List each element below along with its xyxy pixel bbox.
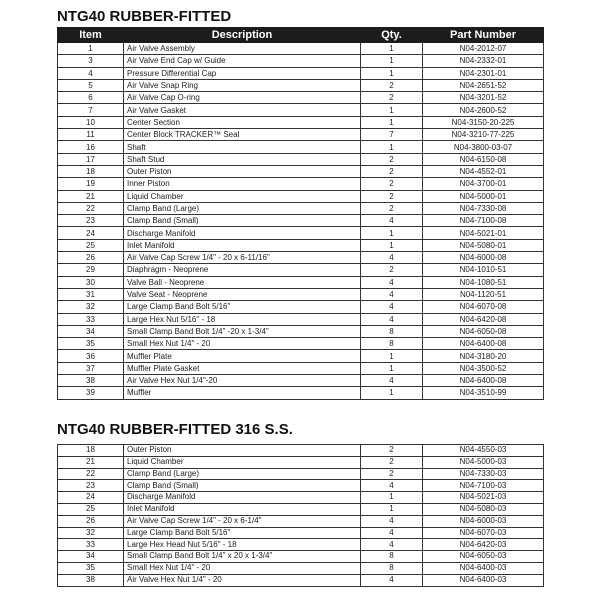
qty-cell: 4 — [361, 480, 423, 492]
item-cell: 18 — [58, 165, 124, 177]
description-cell: Center Section — [124, 116, 361, 128]
part-number-cell: N04-5080-01 — [423, 239, 544, 251]
description-cell: Muffler Plate Gasket — [124, 362, 361, 374]
item-cell: 10 — [58, 116, 124, 128]
table-row — [58, 202, 544, 214]
part-number-cell: N04-3210-77-225 — [423, 129, 544, 141]
description-cell: Air Valve Hex Nut 1/4" - 20 — [124, 574, 361, 586]
parts-table-body — [58, 43, 544, 400]
item-cell: 32 — [58, 527, 124, 539]
item-cell: 29 — [58, 264, 124, 276]
qty-cell: 4 — [361, 276, 423, 288]
table-row — [58, 104, 544, 116]
description-cell: Outer Piston — [124, 445, 361, 457]
description-cell: Clamp Band (Large) — [124, 202, 361, 214]
qty-cell: 4 — [361, 515, 423, 527]
item-cell: 24 — [58, 227, 124, 239]
part-number-cell: N04-3201-52 — [423, 92, 544, 104]
qty-cell: 2 — [361, 456, 423, 468]
table-row — [58, 338, 544, 350]
item-cell: 32 — [58, 301, 124, 313]
qty-cell: 4 — [361, 527, 423, 539]
qty-cell: 1 — [361, 362, 423, 374]
table-row — [58, 492, 544, 504]
qty-cell: 8 — [361, 551, 423, 563]
description-cell: Air Valve Cap O-ring — [124, 92, 361, 104]
part-number-cell: N04-1120-51 — [423, 288, 544, 300]
part-number-cell: N04-6400-08 — [423, 338, 544, 350]
qty-cell: 2 — [361, 153, 423, 165]
qty-cell: 2 — [361, 190, 423, 202]
table-row — [58, 551, 544, 563]
qty-cell: 1 — [361, 67, 423, 79]
table-row — [58, 574, 544, 586]
table-row — [58, 55, 544, 67]
qty-cell: 4 — [361, 215, 423, 227]
table-row — [58, 503, 544, 515]
part-number-cell: N04-5000-01 — [423, 190, 544, 202]
description-cell: Clamp Band (Small) — [124, 215, 361, 227]
table-row — [58, 227, 544, 239]
qty-cell: 8 — [361, 338, 423, 350]
item-cell: 17 — [58, 153, 124, 165]
part-number-cell: N04-4552-01 — [423, 165, 544, 177]
description-cell: Large Clamp Band Bolt 5/16" — [124, 301, 361, 313]
table-row — [58, 456, 544, 468]
part-number-cell: N04-1080-51 — [423, 276, 544, 288]
table-row — [58, 375, 544, 387]
table-row — [58, 350, 544, 362]
part-number-cell: N04-6400-03 — [423, 562, 544, 574]
part-number-cell: N04-3180-20 — [423, 350, 544, 362]
table-row — [58, 141, 544, 153]
description-cell: Large Hex Head Nut 5/16" - 18 — [124, 539, 361, 551]
part-number-cell: N04-1010-51 — [423, 264, 544, 276]
item-cell: 25 — [58, 239, 124, 251]
item-cell: 3 — [58, 55, 124, 67]
qty-cell: 4 — [361, 375, 423, 387]
part-number-cell: N04-7330-08 — [423, 202, 544, 214]
part-number-cell: N04-6050-08 — [423, 325, 544, 337]
part-number-cell: N04-5021-03 — [423, 492, 544, 504]
description-cell: Valve Seat - Neoprene — [124, 288, 361, 300]
part-number-cell: N04-6400-08 — [423, 375, 544, 387]
part-number-cell: N04-7100-08 — [423, 215, 544, 227]
part-number-cell: N04-2012-07 — [423, 43, 544, 55]
part-number-cell: N04-6050-03 — [423, 551, 544, 563]
qty-cell: 1 — [361, 387, 423, 399]
table-row — [58, 43, 544, 55]
qty-cell: 1 — [361, 227, 423, 239]
qty-cell: 8 — [361, 562, 423, 574]
qty-cell: 4 — [361, 574, 423, 586]
qty-cell: 8 — [361, 325, 423, 337]
item-cell: 34 — [58, 325, 124, 337]
part-number-cell: N04-6000-03 — [423, 515, 544, 527]
parts-table-rubber-fitted-316-ss — [57, 444, 544, 587]
table-row — [58, 301, 544, 313]
qty-cell: 4 — [361, 288, 423, 300]
description-cell: Outer Piston — [124, 165, 361, 177]
item-cell: 31 — [58, 288, 124, 300]
parts-table-rubber-fitted — [57, 27, 544, 400]
item-cell: 26 — [58, 515, 124, 527]
qty-cell: 4 — [361, 313, 423, 325]
qty-cell: 1 — [361, 350, 423, 362]
table-row — [58, 252, 544, 264]
item-cell: 16 — [58, 141, 124, 153]
table-row — [58, 362, 544, 374]
description-cell: Liquid Chamber — [124, 190, 361, 202]
item-cell: 4 — [58, 67, 124, 79]
table-row — [58, 480, 544, 492]
description-cell: Liquid Chamber — [124, 456, 361, 468]
description-cell: Air Valve Cap Screw 1/4" - 20 x 6-1/4" — [124, 515, 361, 527]
description-cell: Small Hex Nut 1/4" - 20 — [124, 562, 361, 574]
qty-cell: 1 — [361, 43, 423, 55]
column-header-item: Item — [58, 28, 124, 43]
qty-cell: 7 — [361, 129, 423, 141]
parts-table-body — [58, 445, 544, 587]
part-number-cell: N04-3700-01 — [423, 178, 544, 190]
part-number-cell: N04-2600-52 — [423, 104, 544, 116]
part-number-cell: N04-6420-03 — [423, 539, 544, 551]
table-row — [58, 264, 544, 276]
part-number-cell: N04-4550-03 — [423, 445, 544, 457]
table-row — [58, 92, 544, 104]
table-row — [58, 313, 544, 325]
qty-cell: 4 — [361, 301, 423, 313]
item-cell: 21 — [58, 190, 124, 202]
part-number-cell: N04-3800-03-07 — [423, 141, 544, 153]
column-header-part-number: Part Number — [423, 28, 544, 43]
qty-cell: 2 — [361, 202, 423, 214]
qty-cell: 2 — [361, 178, 423, 190]
part-number-cell: N04-6150-08 — [423, 153, 544, 165]
description-cell: Air Valve Hex Nut 1/4"-20 — [124, 375, 361, 387]
item-cell: 1 — [58, 43, 124, 55]
table-row — [58, 468, 544, 480]
table-row — [58, 325, 544, 337]
table-row — [58, 153, 544, 165]
table-row — [58, 79, 544, 91]
table-row — [58, 178, 544, 190]
qty-cell: 2 — [361, 165, 423, 177]
part-number-cell: N04-7330-03 — [423, 468, 544, 480]
part-number-cell: N04-3510-99 — [423, 387, 544, 399]
section-title-rubber-fitted: NTG40 RUBBER-FITTED — [57, 8, 232, 25]
description-cell: Shaft — [124, 141, 361, 153]
table-row — [58, 288, 544, 300]
description-cell: Valve Ball - Neoprene — [124, 276, 361, 288]
part-number-cell: N04-6420-08 — [423, 313, 544, 325]
section-title-rubber-fitted-316-ss: NTG40 RUBBER-FITTED 316 S.S. — [57, 421, 293, 438]
item-cell: 35 — [58, 338, 124, 350]
table-row — [58, 276, 544, 288]
item-cell: 21 — [58, 456, 124, 468]
description-cell: Center Block TRACKER™ Seal — [124, 129, 361, 141]
description-cell: Clamp Band (Large) — [124, 468, 361, 480]
item-cell: 7 — [58, 104, 124, 116]
part-number-cell: N04-3500-52 — [423, 362, 544, 374]
column-header-description: Description — [124, 28, 361, 43]
description-cell: Discharge Manifold — [124, 227, 361, 239]
item-cell: 19 — [58, 178, 124, 190]
item-cell: 33 — [58, 539, 124, 551]
item-cell: 35 — [58, 562, 124, 574]
item-cell: 38 — [58, 375, 124, 387]
part-number-cell: N04-6400-03 — [423, 574, 544, 586]
item-cell: 39 — [58, 387, 124, 399]
item-cell: 22 — [58, 202, 124, 214]
table-row — [58, 215, 544, 227]
item-cell: 5 — [58, 79, 124, 91]
item-cell: 34 — [58, 551, 124, 563]
description-cell: Air Valve End Cap w/ Guide — [124, 55, 361, 67]
qty-cell: 2 — [361, 79, 423, 91]
part-number-cell: N04-5000-03 — [423, 456, 544, 468]
description-cell: Air Valve Cap Screw 1/4" - 20 x 6-11/16" — [124, 252, 361, 264]
qty-cell: 2 — [361, 468, 423, 480]
table-row — [58, 116, 544, 128]
item-cell: 11 — [58, 129, 124, 141]
description-cell: Air Valve Snap Ring — [124, 79, 361, 91]
description-cell: Muffler — [124, 387, 361, 399]
qty-cell: 1 — [361, 239, 423, 251]
qty-cell: 4 — [361, 252, 423, 264]
qty-cell: 2 — [361, 92, 423, 104]
qty-cell: 4 — [361, 539, 423, 551]
table-header-row — [58, 28, 544, 43]
item-cell: 18 — [58, 445, 124, 457]
item-cell: 6 — [58, 92, 124, 104]
description-cell: Large Clamp Band Bolt 5/16" — [124, 527, 361, 539]
part-number-cell: N04-7100-03 — [423, 480, 544, 492]
description-cell: Pressure Differential Cap — [124, 67, 361, 79]
description-cell: Muffler Plate — [124, 350, 361, 362]
part-number-cell: N04-2651-52 — [423, 79, 544, 91]
table-row — [58, 527, 544, 539]
qty-cell: 1 — [361, 104, 423, 116]
qty-cell: 2 — [361, 445, 423, 457]
qty-cell: 1 — [361, 116, 423, 128]
item-cell: 26 — [58, 252, 124, 264]
qty-cell: 1 — [361, 141, 423, 153]
item-cell: 25 — [58, 503, 124, 515]
description-cell: Small Clamp Band Bolt 1/4" -20 x 1-3/4" — [124, 325, 361, 337]
item-cell: 24 — [58, 492, 124, 504]
part-number-cell: N04-5080-03 — [423, 503, 544, 515]
description-cell: Inlet Manifold — [124, 503, 361, 515]
table-row — [58, 67, 544, 79]
item-cell: 23 — [58, 215, 124, 227]
qty-cell: 1 — [361, 55, 423, 67]
description-cell: Air Valve Assembly — [124, 43, 361, 55]
description-cell: Large Hex Nut 5/16" - 18 — [124, 313, 361, 325]
part-number-cell: N04-6070-08 — [423, 301, 544, 313]
table-row — [58, 190, 544, 202]
part-number-cell: N04-2332-01 — [423, 55, 544, 67]
table-row — [58, 239, 544, 251]
table-row — [58, 539, 544, 551]
table-row — [58, 387, 544, 399]
qty-cell: 1 — [361, 503, 423, 515]
description-cell: Discharge Manifold — [124, 492, 361, 504]
part-number-cell: N04-3150-20-225 — [423, 116, 544, 128]
qty-cell: 1 — [361, 492, 423, 504]
qty-cell: 2 — [361, 264, 423, 276]
item-cell: 37 — [58, 362, 124, 374]
part-number-cell: N04-6070-03 — [423, 527, 544, 539]
item-cell: 23 — [58, 480, 124, 492]
table-row — [58, 165, 544, 177]
description-cell: Shaft Stud — [124, 153, 361, 165]
table-row — [58, 445, 544, 457]
part-number-cell: N04-2301-01 — [423, 67, 544, 79]
description-cell: Air Valve Gasket — [124, 104, 361, 116]
description-cell: Small Clamp Band Bolt 1/4" x 20 x 1-3/4" — [124, 551, 361, 563]
part-number-cell: N04-5021-01 — [423, 227, 544, 239]
table-row — [58, 515, 544, 527]
description-cell: Small Hex Nut 1/4" - 20 — [124, 338, 361, 350]
description-cell: Clamp Band (Small) — [124, 480, 361, 492]
table-row — [58, 129, 544, 141]
description-cell: Diaphragm - Neoprene — [124, 264, 361, 276]
column-header-qty: Qty. — [361, 28, 423, 43]
item-cell: 30 — [58, 276, 124, 288]
item-cell: 33 — [58, 313, 124, 325]
description-cell: Inlet Manifold — [124, 239, 361, 251]
description-cell: Inner Piston — [124, 178, 361, 190]
table-row — [58, 562, 544, 574]
item-cell: 38 — [58, 574, 124, 586]
item-cell: 22 — [58, 468, 124, 480]
item-cell: 36 — [58, 350, 124, 362]
part-number-cell: N04-6000-08 — [423, 252, 544, 264]
